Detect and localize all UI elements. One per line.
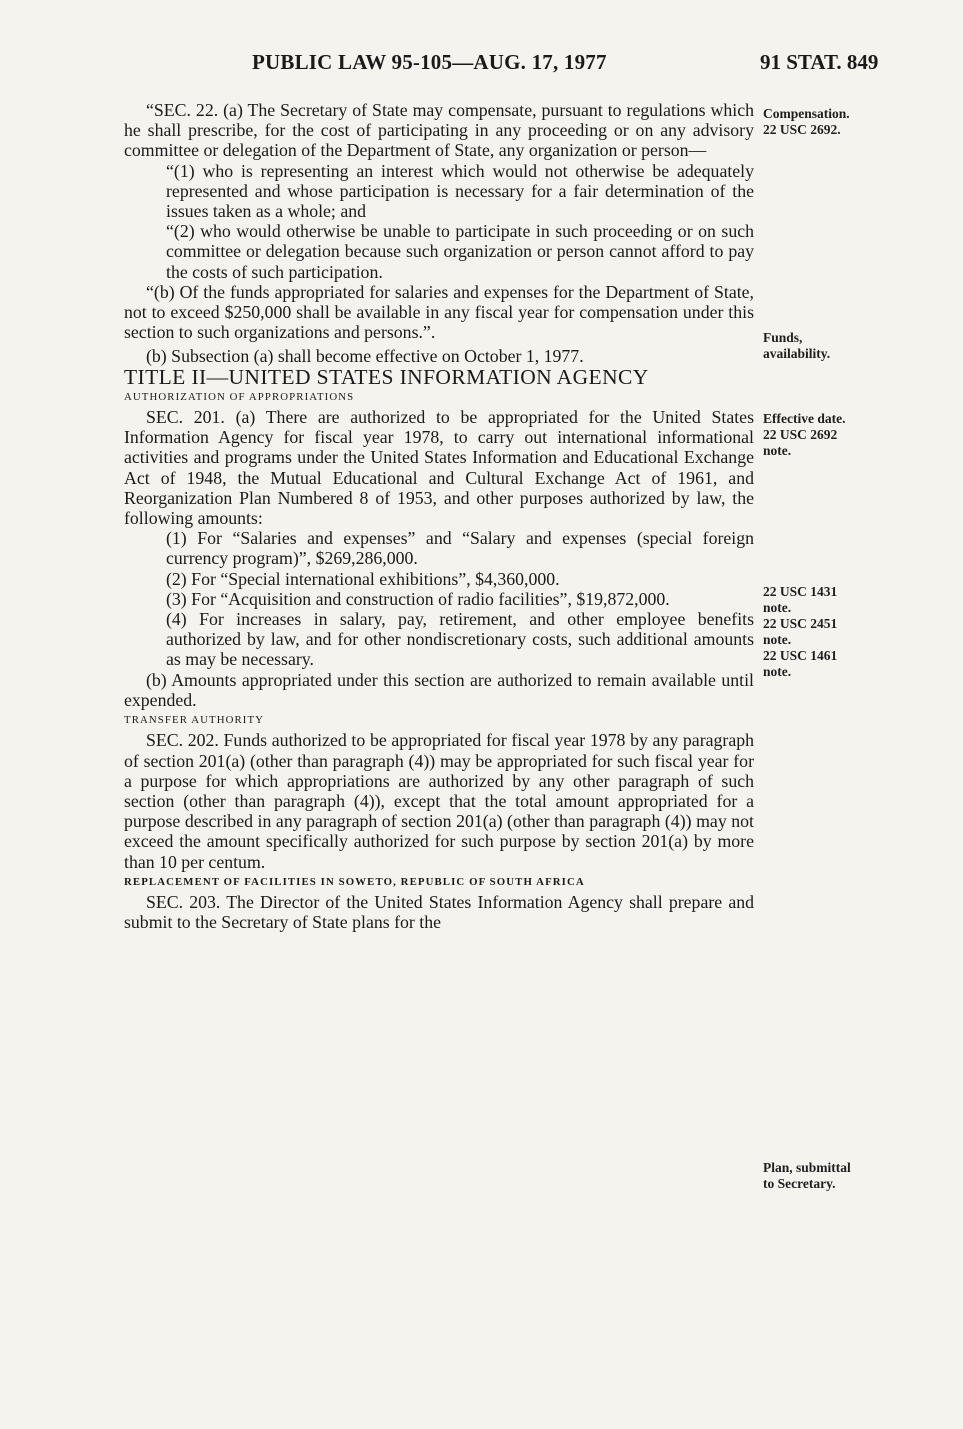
margin-plan-secretary: to Secretary. <box>763 1176 836 1191</box>
margin-note-usc-cites <box>763 584 913 680</box>
sec202: SEC. 202. Funds authorized to be appropriated for fiscal year 1978 by any paragraph of section 201(a) (other than paragraph (4)) may be appropriated for such fiscal year for a purpose for which appropriations are authorized by any other paragraph of such section (other than paragraph (4)), except that the total amount appropriated for a purpose described in any paragraph of section 201(a) (other than paragraph (4)) may not exceed the amount specifically authorized for such purpose by section 201(a) by more than 10 per centum. <box>124 730 754 872</box>
margin-usc1431: 22 USC 1431 <box>763 584 838 599</box>
statute-citation: 91 STAT. 849 <box>760 50 879 74</box>
body-text <box>124 100 754 932</box>
title-ii-heading: TITLE II—UNITED STATES INFORMATION AGENCY <box>124 364 649 389</box>
margin-funds-availability: availability. <box>763 346 831 361</box>
margin-note-compensation <box>763 106 913 138</box>
margin-note-funds <box>763 330 913 362</box>
margin-plan: Plan, submittal <box>763 1160 851 1175</box>
margin-usc2451-note: note. <box>763 632 792 647</box>
margin-note-effective <box>763 411 913 459</box>
transfer-heading: TRANSFER AUTHORITY <box>124 714 265 727</box>
sec201-a: SEC. 201. (a) There are authorized to be appropriated for the United States Information Agency for fiscal year 1978, to carry out international informational activities and programs under the United States Information and Educational Exchange Act of 1948, the Mutual Educational and Cultural Exchange Act of 1961, and Reorganization Plan Numbered 8 of 1953, and other purposes authorized by law, the following amounts: <box>124 407 754 529</box>
sec22-a-1: “(1) who is representing an interest which would not otherwise be adequately represented and whose participation is necessary for a fair determination of the issues taken as a whole; and <box>166 160 754 222</box>
margin-note-plan <box>763 1160 913 1192</box>
sec22-b: “(b) Of the funds appropriated for salaries and expenses for the Department of State, not to exceed $250,000 shall be available in any fiscal year for compensation under this section to such organizations and persons.”. <box>124 281 754 343</box>
sec201-item-4: (4) For increases in salary, pay, retirement, and other employee benefits authorized by law, and for other nondiscretionary costs, such additional amounts as may be necessary. <box>166 609 754 670</box>
replacement-heading: REPLACEMENT OF FACILITIES IN SOWETO, REPUBLIC OF SOUTH AFRICA <box>124 875 585 888</box>
sec201-item-2: (2) For “Special international exhibitions”, $4,360,000. <box>166 568 560 589</box>
sec22-a-2: “(2) who would otherwise be unable to participate in such proceeding or on such committee or delegation because such organization or person cannot afford to pay the costs of such participation. <box>166 221 754 282</box>
margin-effective-note: note. <box>763 443 792 458</box>
sec201-b: (b) Amounts appropriated under this section are authorized to remain available until expended. <box>124 669 754 710</box>
authorization-heading: AUTHORIZATION OF APPROPRIATIONS <box>124 390 355 403</box>
margin-compensation: Compensation. <box>763 106 850 121</box>
margin-usc2451: 22 USC 2451 <box>763 616 838 631</box>
margin-usc1431-note: note. <box>763 600 792 615</box>
margin-compensation-usc: 22 USC 2692. <box>763 122 841 137</box>
sec203: SEC. 203. The Director of the United States Information Agency shall prepare and submit to the Secretary of State plans for the <box>124 891 754 933</box>
sec201-item-3: (3) For “Acquisition and construction of radio facilities”, $19,872,000. <box>166 588 670 609</box>
page-header <box>0 50 963 80</box>
running-title: PUBLIC LAW 95-105—AUG. 17, 1977 <box>252 50 607 74</box>
margin-usc1461: 22 USC 1461 <box>763 648 838 663</box>
sec201-item-1: (1) For “Salaries and expenses” and “Salary and expenses (special foreign currency program)”, $269,286,000. <box>166 528 754 569</box>
sec22-effective: (b) Subsection (a) shall become effective on October 1, 1977. <box>146 346 584 367</box>
sec22-a-intro: “SEC. 22. (a) The Secretary of State may compensate, pursuant to regulations which he shall prescribe, for the cost of participating in any proceeding or on any advisory committee or delegation of the Department of State, any organization or person— <box>124 100 754 161</box>
margin-usc1461-note: note. <box>763 664 792 679</box>
margin-effective-usc: 22 USC 2692 <box>763 427 838 442</box>
margin-funds: Funds, <box>763 330 803 345</box>
margin-effective: Effective date. <box>763 411 846 426</box>
